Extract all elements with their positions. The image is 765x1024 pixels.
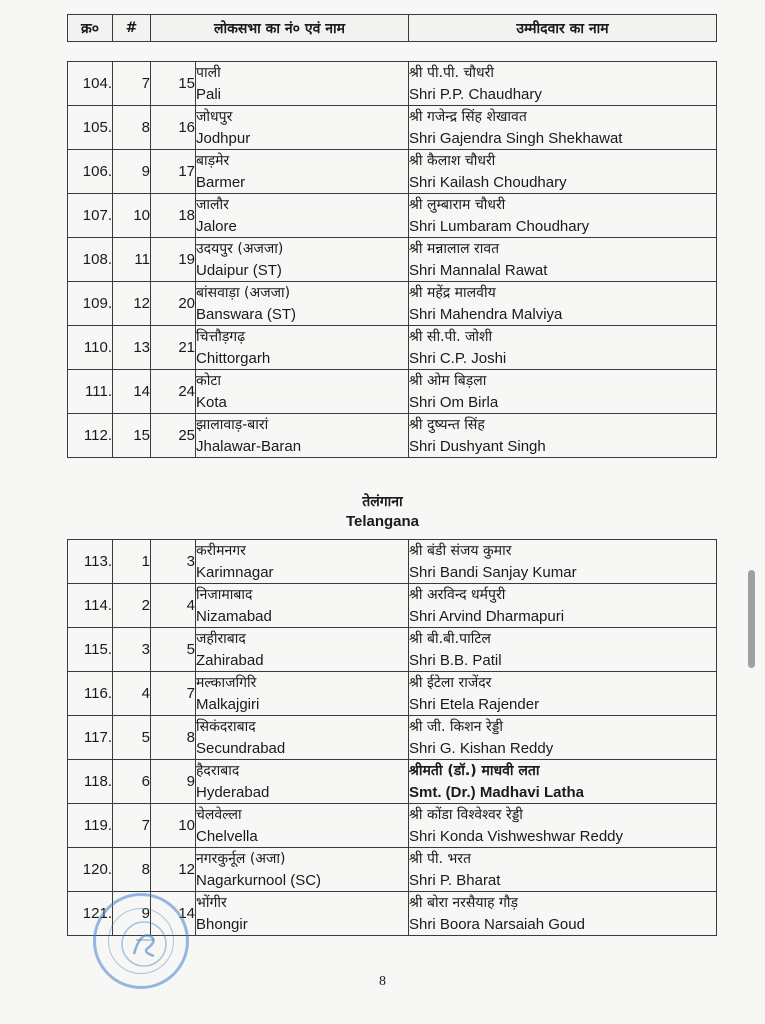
constituency-name-english: Jalore — [196, 217, 237, 235]
constituency-number-cell: 16 — [151, 106, 196, 150]
state-number-cell: 6 — [113, 760, 151, 804]
table-row — [68, 628, 717, 672]
scrollbar-thumb[interactable] — [748, 570, 755, 668]
constituency-cell — [196, 62, 409, 106]
header-hash: # — [113, 15, 151, 42]
constituency-number-cell: 5 — [151, 628, 196, 672]
constituency-number-cell: 20 — [151, 282, 196, 326]
table-row — [68, 106, 717, 150]
constituency-name-english: Jhalawar-Baran — [196, 437, 302, 455]
candidate-name-english: Shri Lumbaram Choudhary — [409, 217, 590, 235]
serial-cell: 114. — [68, 584, 113, 628]
candidate-name-hindi: श्री बंडी संजय कुमार — [409, 542, 512, 559]
serial-cell: 118. — [68, 760, 113, 804]
constituency-cell — [196, 414, 409, 458]
candidate-name-hindi: श्री पी.पी. चौधरी — [409, 64, 494, 81]
state-number-cell: 4 — [113, 672, 151, 716]
serial-cell: 119. — [68, 804, 113, 848]
constituency-name-hindi: करीमनगर — [196, 542, 246, 559]
candidate-name-hindi: श्री ओम बिड़ला — [409, 372, 487, 389]
constituency-cell — [196, 848, 409, 892]
constituency-name-hindi: जालौर — [196, 196, 229, 213]
constituency-name-hindi: सिकंदराबाद — [196, 718, 256, 735]
serial-cell: 111. — [68, 370, 113, 414]
serial-cell: 105. — [68, 106, 113, 150]
table-row — [68, 716, 717, 760]
constituency-name-english: Banswara (ST) — [196, 305, 297, 323]
constituency-cell — [196, 672, 409, 716]
constituency-name-hindi: चेलवेल्ला — [196, 806, 242, 823]
constituency-name-english: Zahirabad — [196, 651, 264, 669]
state-number-cell: 7 — [113, 62, 151, 106]
candidate-cell — [409, 716, 717, 760]
constituency-number-cell: 14 — [151, 892, 196, 936]
serial-cell: 120. — [68, 848, 113, 892]
candidate-name-hindi: श्री दुष्यन्त सिंह — [409, 416, 485, 433]
candidate-cell — [409, 106, 717, 150]
candidate-name-hindi: श्री सी.पी. जोशी — [409, 328, 493, 345]
candidate-name-english: Shri B.B. Patil — [409, 651, 502, 669]
constituency-name-english: Secundrabad — [196, 739, 286, 757]
serial-cell: 107. — [68, 194, 113, 238]
candidate-cell — [409, 672, 717, 716]
constituency-number-cell: 12 — [151, 848, 196, 892]
page-number: 8 — [379, 974, 386, 989]
candidate-cell — [409, 848, 717, 892]
state-number-cell: 13 — [113, 326, 151, 370]
state-number-cell: 12 — [113, 282, 151, 326]
constituency-cell — [196, 760, 409, 804]
constituency-number-cell: 24 — [151, 370, 196, 414]
state-number-cell: 3 — [113, 628, 151, 672]
candidate-name-english: Shri Mahendra Malviya — [409, 305, 563, 323]
table-row — [68, 760, 717, 804]
serial-cell: 110. — [68, 326, 113, 370]
candidate-name-hindi: श्री कोंडा विश्वेश्वर रेड्डी — [409, 806, 523, 823]
state-title-english: Telangana — [345, 513, 420, 530]
candidate-cell — [409, 370, 717, 414]
serial-cell: 109. — [68, 282, 113, 326]
candidate-cell — [409, 414, 717, 458]
constituency-name-hindi: जहीराबाद — [196, 630, 246, 647]
candidate-name-english: Smt. (Dr.) Madhavi Latha — [409, 783, 585, 801]
constituency-name-english: Bhongir — [196, 915, 248, 933]
constituency-cell — [196, 584, 409, 628]
constituency-name-hindi: बांसवाड़ा (अजजा) — [196, 284, 291, 301]
constituency-name-hindi: भोंगीर — [196, 894, 227, 911]
serial-cell: 106. — [68, 150, 113, 194]
constituency-number-cell: 21 — [151, 326, 196, 370]
constituency-number-cell: 25 — [151, 414, 196, 458]
candidate-name-english: Shri Mannalal Rawat — [409, 261, 548, 279]
constituency-cell — [196, 540, 409, 584]
candidate-name-hindi: श्री बोरा नरसैयाह गौड़ — [409, 894, 518, 911]
constituency-name-hindi: उदयपुर (अजजा) — [196, 240, 284, 257]
candidate-cell — [409, 804, 717, 848]
candidate-name-english: Shri Etela Rajender — [409, 695, 540, 713]
candidate-cell — [409, 282, 717, 326]
constituency-name-english: Malkajgiri — [196, 695, 260, 713]
constituency-number-cell: 15 — [151, 62, 196, 106]
table-row — [68, 370, 717, 414]
candidate-name-english: Shri Bandi Sanjay Kumar — [409, 563, 577, 581]
serial-cell: 121. — [68, 892, 113, 936]
state-number-cell: 5 — [113, 716, 151, 760]
constituency-cell — [196, 628, 409, 672]
candidate-cell — [409, 628, 717, 672]
telangana-body — [68, 540, 717, 936]
candidate-name-english: Shri C.P. Joshi — [409, 349, 507, 367]
state-number-cell: 11 — [113, 238, 151, 282]
constituency-name-hindi: निजामाबाद — [196, 586, 253, 603]
serial-cell: 115. — [68, 628, 113, 672]
constituency-name-english: Chittorgarh — [196, 349, 271, 367]
table-row — [68, 414, 717, 458]
candidate-name-hindi: श्रीमती (डॉ.) माधवी लता — [409, 762, 540, 779]
table-row — [68, 62, 717, 106]
constituency-name-hindi: झालावाड़-बारां — [196, 416, 269, 433]
table-row — [68, 584, 717, 628]
table-row — [68, 672, 717, 716]
header-row — [68, 15, 717, 42]
header-table — [67, 14, 717, 42]
telangana-table — [67, 539, 717, 936]
serial-cell: 112. — [68, 414, 113, 458]
candidate-cell — [409, 150, 717, 194]
candidate-name-english: Shri Arvind Dharmapuri — [409, 607, 565, 625]
candidate-name-english: Shri Gajendra Singh Shekhawat — [409, 129, 623, 147]
constituency-name-english: Karimnagar — [196, 563, 274, 581]
state-number-cell: 9 — [113, 892, 151, 936]
constituency-name-hindi: हैदराबाद — [196, 762, 240, 779]
constituency-name-english: Nagarkurnool (SC) — [196, 871, 322, 889]
constituency-cell — [196, 238, 409, 282]
serial-cell: 117. — [68, 716, 113, 760]
constituency-cell — [196, 892, 409, 936]
constituency-cell — [196, 370, 409, 414]
candidate-name-hindi: श्री बी.बी.पाटिल — [409, 630, 491, 647]
constituency-name-hindi: मल्काजगिरि — [196, 674, 257, 691]
candidate-name-english: Shri Kailash Choudhary — [409, 173, 567, 191]
constituency-number-cell: 8 — [151, 716, 196, 760]
table-row — [68, 540, 717, 584]
rajasthan-table — [67, 61, 717, 458]
candidate-name-english: Shri Dushyant Singh — [409, 437, 546, 455]
state-number-cell: 1 — [113, 540, 151, 584]
state-number-cell: 9 — [113, 150, 151, 194]
header-serial: क्र० — [68, 15, 113, 42]
constituency-number-cell: 4 — [151, 584, 196, 628]
constituency-number-cell: 10 — [151, 804, 196, 848]
constituency-cell — [196, 804, 409, 848]
candidate-name-hindi: श्री महेंद्र मालवीय — [409, 284, 496, 301]
table-row — [68, 804, 717, 848]
constituency-name-hindi: कोटा — [196, 372, 222, 389]
candidate-name-english: Shri P.P. Chaudhary — [409, 85, 542, 103]
candidate-name-hindi: श्री अरविन्द धर्मपुरी — [409, 586, 506, 603]
constituency-cell — [196, 716, 409, 760]
table-row — [68, 848, 717, 892]
candidate-cell — [409, 892, 717, 936]
state-number-cell: 14 — [113, 370, 151, 414]
table-row — [68, 282, 717, 326]
serial-cell: 108. — [68, 238, 113, 282]
candidate-name-english: Shri G. Kishan Reddy — [409, 739, 554, 757]
constituency-name-english: Chelvella — [196, 827, 258, 845]
header-candidate: उम्मीदवार का नाम — [409, 15, 717, 42]
constituency-number-cell: 19 — [151, 238, 196, 282]
constituency-cell — [196, 150, 409, 194]
rajasthan-body — [68, 62, 717, 458]
candidate-cell — [409, 194, 717, 238]
constituency-number-cell: 18 — [151, 194, 196, 238]
state-number-cell: 8 — [113, 106, 151, 150]
state-number-cell: 8 — [113, 848, 151, 892]
candidate-name-hindi: श्री लुम्बाराम चौधरी — [409, 196, 506, 213]
constituency-number-cell: 7 — [151, 672, 196, 716]
candidate-cell — [409, 540, 717, 584]
table-row — [68, 194, 717, 238]
candidate-cell — [409, 326, 717, 370]
candidate-name-hindi: श्री पी. भरत — [409, 850, 472, 867]
table-row — [68, 150, 717, 194]
candidate-name-hindi: श्री गजेन्द्र सिंह शेखावत — [409, 108, 527, 125]
state-number-cell: 2 — [113, 584, 151, 628]
constituency-name-english: Nizamabad — [196, 607, 272, 625]
table-row — [68, 326, 717, 370]
constituency-name-english: Hyderabad — [196, 783, 270, 801]
candidate-name-hindi: श्री जी. किशन रेड्डी — [409, 718, 503, 735]
table-row — [68, 238, 717, 282]
state-number-cell: 7 — [113, 804, 151, 848]
constituency-number-cell: 3 — [151, 540, 196, 584]
constituency-name-english: Udaipur (ST) — [196, 261, 282, 279]
candidate-name-hindi: श्री ईटेला राजेंदर — [409, 674, 492, 691]
constituency-name-english: Barmer — [196, 173, 246, 191]
candidate-cell — [409, 62, 717, 106]
state-title-hindi: तेलंगाना — [362, 494, 403, 510]
constituency-name-hindi: नगरकुर्नूल (अजा) — [196, 850, 286, 867]
serial-cell: 104. — [68, 62, 113, 106]
constituency-number-cell: 17 — [151, 150, 196, 194]
state-number-cell: 15 — [113, 414, 151, 458]
candidate-name-english: Shri P. Bharat — [409, 871, 501, 889]
candidate-name-english: Shri Om Birla — [409, 393, 499, 411]
serial-cell: 116. — [68, 672, 113, 716]
constituency-cell — [196, 326, 409, 370]
constituency-name-english: Pali — [196, 85, 222, 103]
candidate-cell — [409, 584, 717, 628]
candidate-name-english: Shri Konda Vishweshwar Reddy — [409, 827, 624, 845]
serial-cell: 113. — [68, 540, 113, 584]
candidate-name-english: Shri Boora Narsaiah Goud — [409, 915, 585, 933]
candidate-name-hindi: श्री कैलाश चौधरी — [409, 152, 496, 169]
header-constituency: लोकसभा का नं० एवं नाम — [151, 15, 409, 42]
constituency-name-hindi: चित्तौड़गढ़ — [196, 328, 246, 345]
state-number-cell: 10 — [113, 194, 151, 238]
constituency-name-english: Jodhpur — [196, 129, 251, 147]
constituency-name-hindi: बाड़मेर — [196, 152, 230, 169]
constituency-name-hindi: पाली — [196, 64, 221, 81]
constituency-cell — [196, 282, 409, 326]
constituency-number-cell: 9 — [151, 760, 196, 804]
constituency-name-english: Kota — [196, 393, 227, 411]
constituency-name-hindi: जोधपुर — [196, 108, 233, 125]
candidate-cell — [409, 238, 717, 282]
candidate-name-hindi: श्री मन्नालाल रावत — [409, 240, 500, 257]
constituency-cell — [196, 194, 409, 238]
constituency-cell — [196, 106, 409, 150]
candidate-cell — [409, 760, 717, 804]
